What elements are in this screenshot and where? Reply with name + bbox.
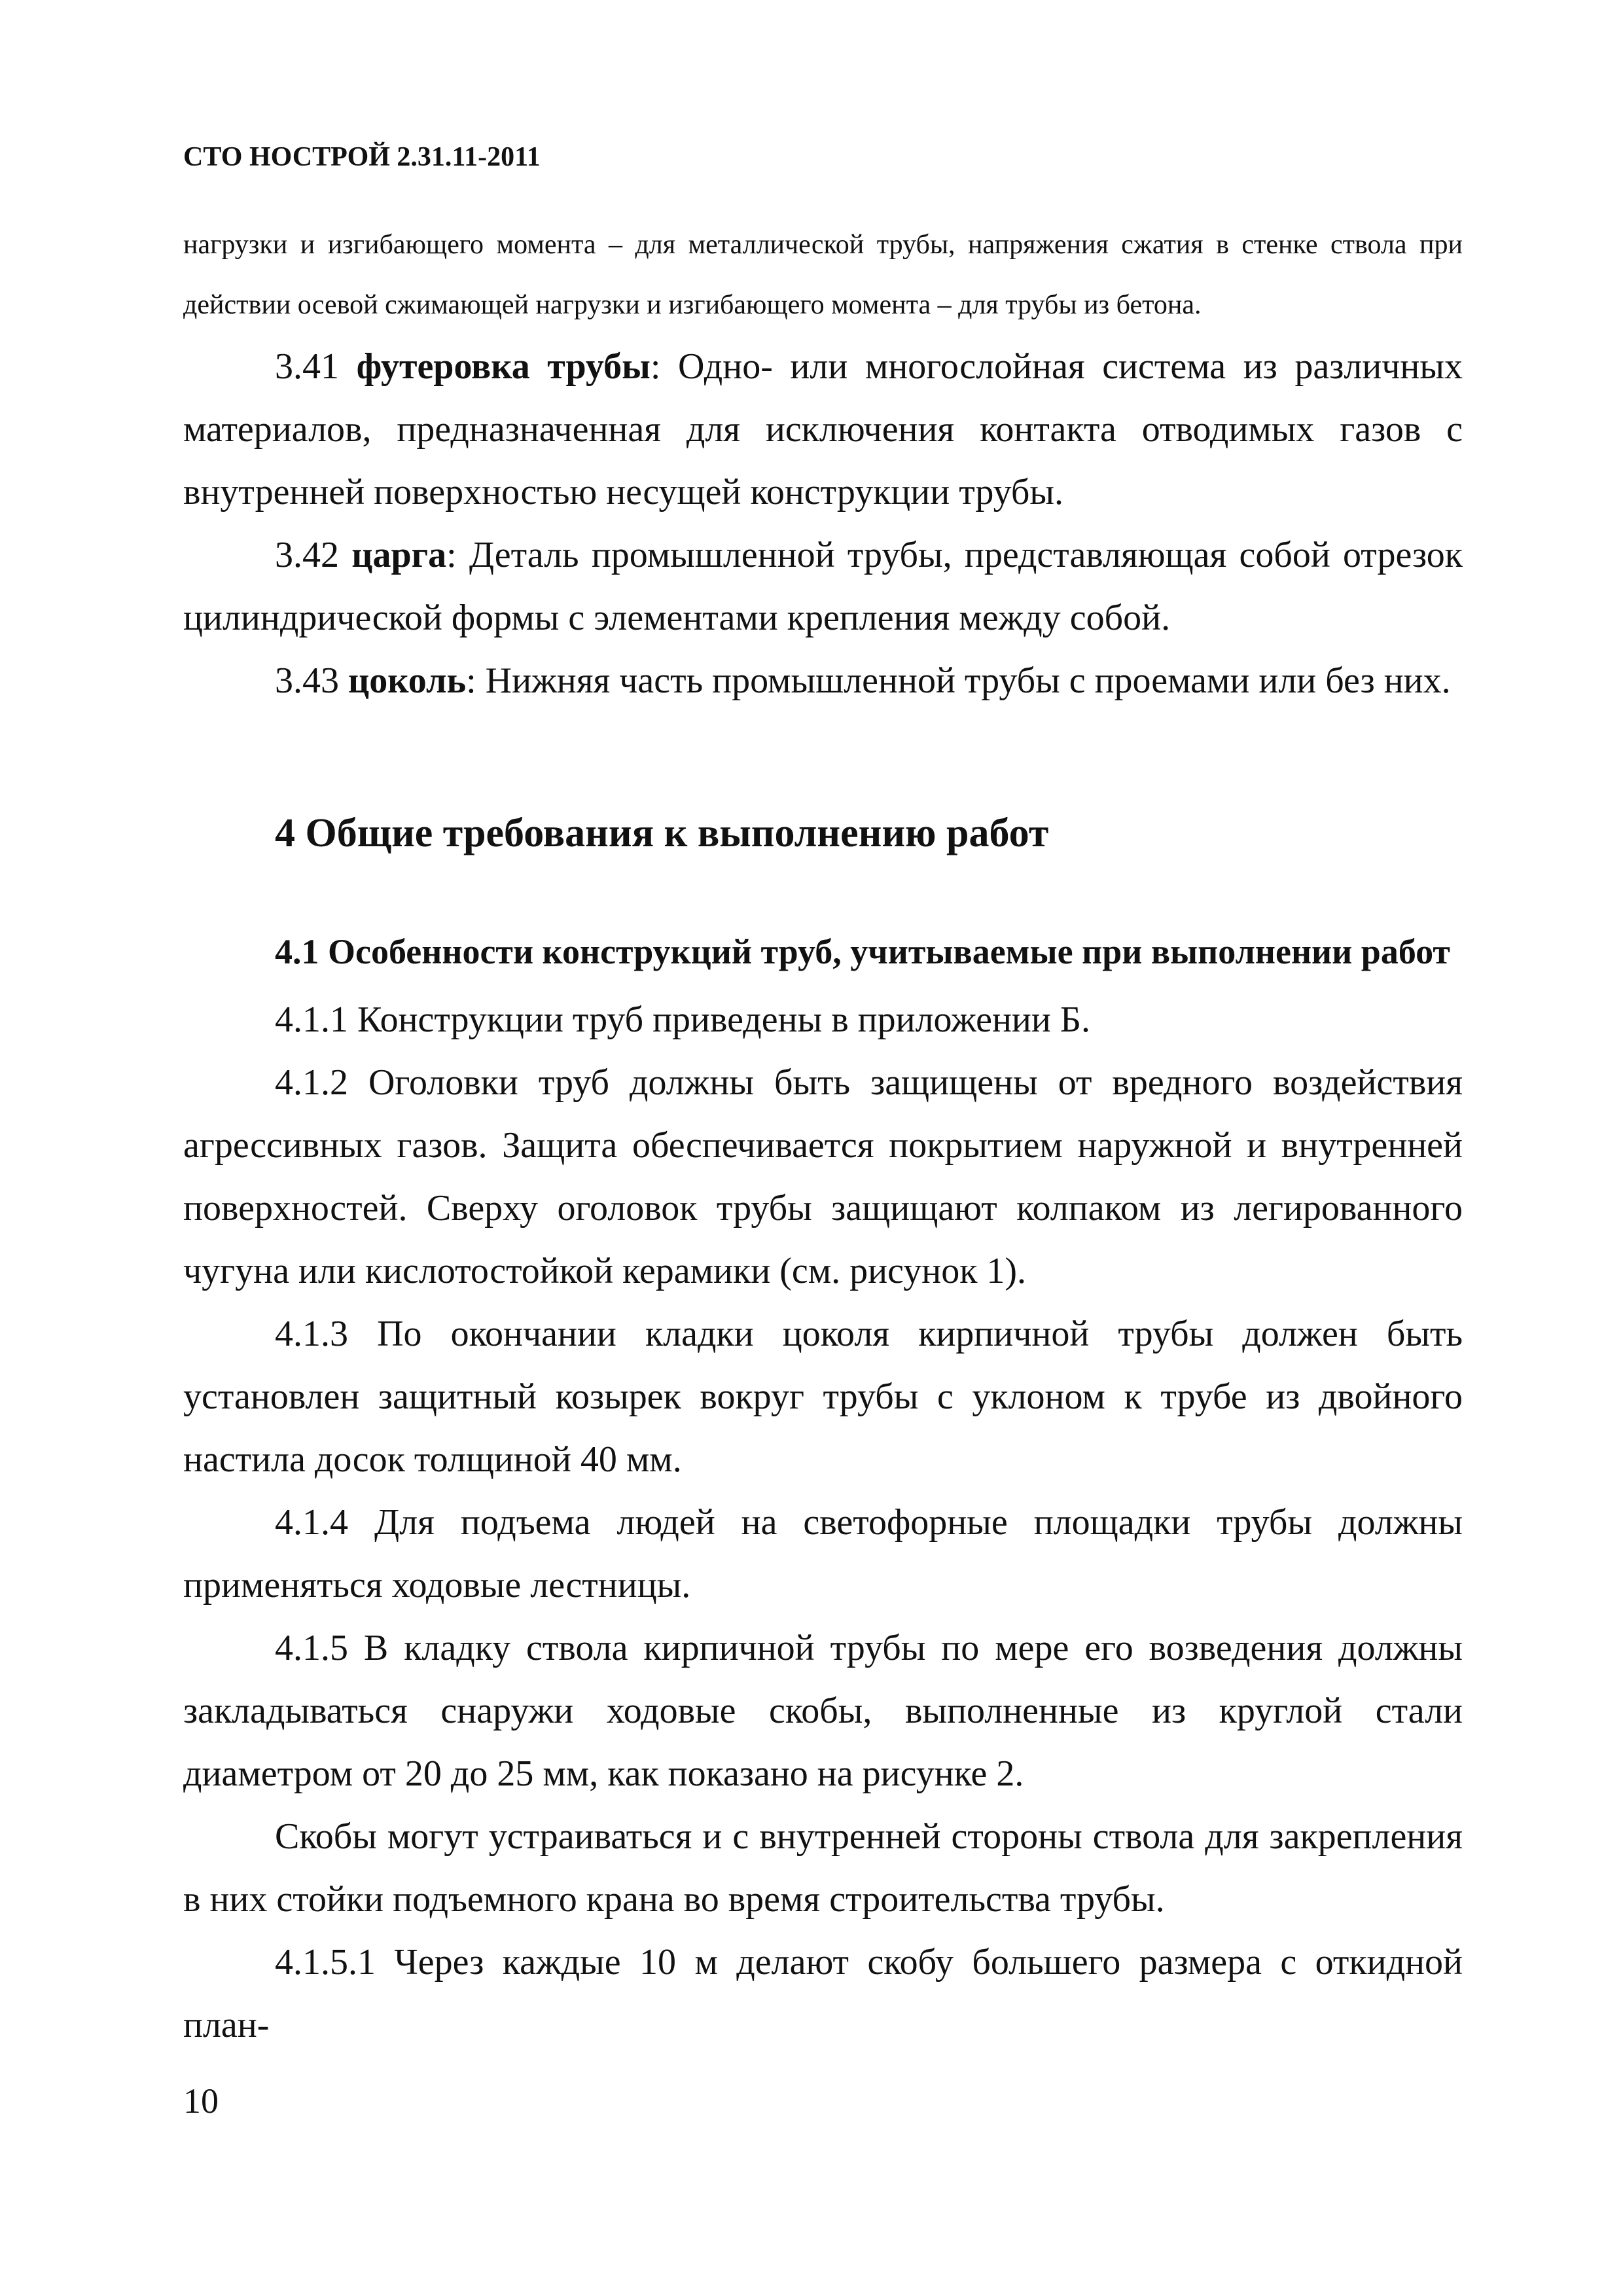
definition-3-42: [183, 524, 1463, 649]
definition-3-43: [183, 649, 1463, 712]
definition-text: : Одно- или многослойная система из различных материалов, предназначенная для исключения контакта отводимых газов с внутренней поверхностью несущей конструкции трубы.: [183, 346, 1463, 512]
definition-text: : Нижняя часть промышленной трубы с проемами или без них.: [466, 660, 1451, 701]
paragraph-4-1-3: 4.1.3 По окончании кладки цоколя кирпичной трубы должен быть установлен защитный козырек вокруг трубы с уклоном к трубе из двойного настила досок толщиной 40 мм.: [183, 1314, 1463, 1480]
paragraph-4-1-4: 4.1.4 Для подъема людей на светофорные площадки трубы должны применяться ходовые лестницы.: [183, 1502, 1463, 1605]
intro-paragraph: нагрузки и изгибающего момента – для металлической трубы, напряжения сжатия в стенке ствола при действии осевой сжимающей нагрузки и изгибающего момента – для трубы из бетона.: [183, 230, 1463, 320]
definition-text: : Деталь промышленной трубы, представляющая собой отрезок цилиндрической формы с элементами крепления между собой.: [183, 535, 1463, 638]
section-4-body: [183, 988, 1463, 2056]
paragraph-4-1-1: 4.1.1 Конструкции труб приведены в приложении Б.: [275, 999, 1090, 1040]
paragraph-4-1-5: 4.1.5 В кладку ствола кирпичной трубы по мере его возведения должны закладываться снаружи ходовые скобы, выполненные из круглой стали диаметром от 20 до 25 мм, как показано на рисунке 2.: [183, 1628, 1463, 1794]
definitions-block: [183, 215, 1463, 712]
document-header: СТО НОСТРОЙ 2.31.11-2011: [183, 142, 541, 172]
definition-number: 3.43: [275, 660, 339, 701]
section-title: 4 Общие требования к выполнению работ: [275, 811, 1049, 855]
definition-term: футеровка трубы: [356, 346, 651, 387]
paragraph-4-1-2: 4.1.2 Оголовки труб должны быть защищены от вредного воздействия агрессивных газов. Защита обеспечивается покрытием наружной и внутренней поверхностей. Сверху оголовок трубы защищают колпаком из легированного чугуна или кислотостойкой керамики (см. рисунок 1).: [183, 1062, 1463, 1291]
paragraph-4-1-5-1: 4.1.5.1 Через каждые 10 м делают скобу большего размера с откидной план-: [183, 1942, 1463, 2045]
definition-3-41: [183, 335, 1463, 524]
subsection-title: 4.1 Особенности конструкций труб, учитываемые при выполнении работ: [275, 932, 1450, 971]
definition-term: цоколь: [348, 660, 467, 701]
definition-term: царга: [351, 535, 447, 575]
paragraph-brackets-inside: Скобы могут устраиваться и с внутренней стороны ствола для закрепления в них стойки подъемного крана во время строительства трубы.: [183, 1816, 1463, 1920]
definition-number: 3.41: [275, 346, 339, 387]
page-number: 10: [183, 2081, 219, 2121]
definition-number: 3.42: [275, 535, 339, 575]
